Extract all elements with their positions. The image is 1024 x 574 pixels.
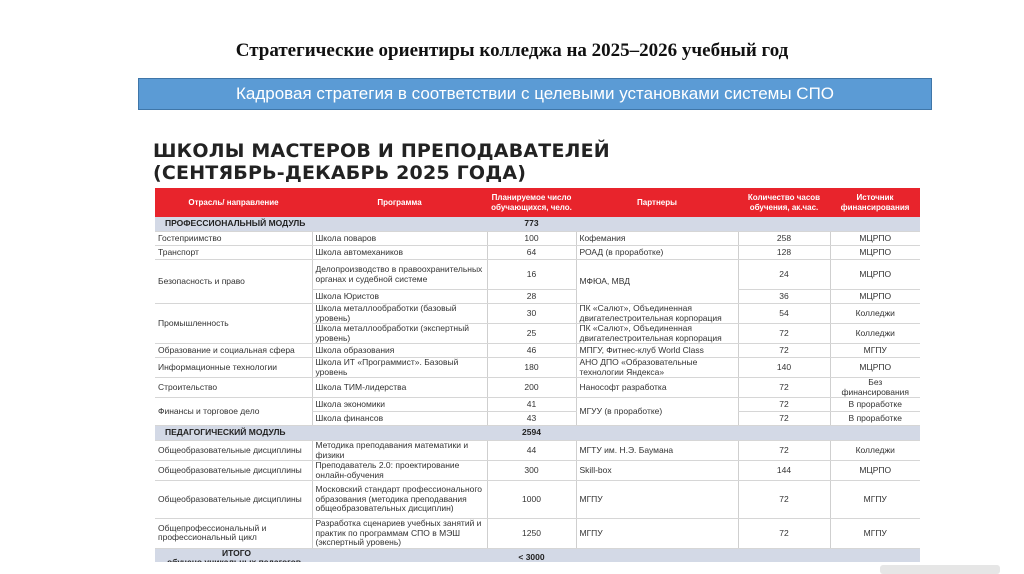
cell-sector: Общеобразовательные дисциплины bbox=[155, 441, 312, 461]
cell-planned: 100 bbox=[487, 232, 576, 246]
cell-planned: 300 bbox=[487, 461, 576, 481]
cell-planned: 180 bbox=[487, 358, 576, 378]
cell-funding: В проработке bbox=[830, 412, 920, 426]
cell-sector: Промышленность bbox=[155, 304, 312, 344]
cell-sector: Общепрофессиональный и профессиональный цикл bbox=[155, 519, 312, 549]
cell-program: Разработка сценариев учебных занятий и практик по программам СПО в МЭШ (экспертный уровень) bbox=[312, 519, 487, 549]
section-label: ПРОФЕССИОНАЛЬНЫЙ МОДУЛЬ bbox=[155, 217, 487, 232]
cell-partners: МГПУ bbox=[576, 481, 738, 519]
cell-hours: 72 bbox=[738, 481, 830, 519]
table-row bbox=[155, 260, 920, 290]
section-total: 2594 bbox=[487, 426, 576, 441]
cell-funding: МЦРПО bbox=[830, 290, 920, 304]
total-value: < 3000 bbox=[487, 548, 576, 568]
section-row-professional bbox=[155, 217, 920, 232]
cell-planned: 44 bbox=[487, 441, 576, 461]
page-heading bbox=[153, 140, 610, 184]
cell-partners: МГУУ (в проработке) bbox=[576, 398, 738, 426]
cell-sector: Финансы и торговое дело bbox=[155, 398, 312, 426]
cell-program: Школа ТИМ-лидерства bbox=[312, 378, 487, 398]
table-row bbox=[155, 344, 920, 358]
cell-sector: Строительство bbox=[155, 378, 312, 398]
cell-hours: 144 bbox=[738, 461, 830, 481]
heading-line-2: (СЕНТЯБРЬ-ДЕКАБРЬ 2025 ГОДА) bbox=[153, 162, 527, 184]
cell-partners: ПК «Салют», Объединенная двигателестроительная корпорация bbox=[576, 324, 738, 344]
cell-sector: Общеобразовательные дисциплины bbox=[155, 461, 312, 481]
table-header-row bbox=[155, 188, 920, 217]
cell-sector: Информационные технологии bbox=[155, 358, 312, 378]
cell-hours: 140 bbox=[738, 358, 830, 378]
cell-funding: МЦРПО bbox=[830, 232, 920, 246]
cell-planned: 28 bbox=[487, 290, 576, 304]
cell-partners: МГТУ им. Н.Э. Баумана bbox=[576, 441, 738, 461]
cell-sector: Гостеприимство bbox=[155, 232, 312, 246]
section-row-pedagogical bbox=[155, 426, 920, 441]
table-row bbox=[155, 398, 920, 412]
slide-nav-hint bbox=[880, 565, 1000, 574]
cell-hours: 72 bbox=[738, 378, 830, 398]
table-row bbox=[155, 378, 920, 398]
col-header-hours: Количество часов обучения, ак.час. bbox=[738, 188, 830, 217]
cell-planned: 30 bbox=[487, 304, 576, 324]
col-header-funding: Источник финансирования bbox=[830, 188, 920, 217]
col-header-sector: Отрасль/ направление bbox=[155, 188, 312, 217]
cell-program: Делопроизводство в правоохранительных органах и судебной системе bbox=[312, 260, 487, 290]
cell-partners: МПГУ, Фитнес-клуб World Class bbox=[576, 344, 738, 358]
cell-program: Школа ИТ «Программист». Базовый уровень bbox=[312, 358, 487, 378]
cell-funding: МГПУ bbox=[830, 481, 920, 519]
cell-funding: МЦРПО bbox=[830, 461, 920, 481]
cell-program: Методика преподавания математики и физики bbox=[312, 441, 487, 461]
cell-partners: МФЮА, МВД bbox=[576, 260, 738, 304]
cell-program: Школа металлообработки (базовый уровень) bbox=[312, 304, 487, 324]
cell-funding: Без финансирования bbox=[830, 378, 920, 398]
total-label-line-1: ИТОГО bbox=[222, 547, 252, 558]
cell-sector: Общеобразовательные дисциплины bbox=[155, 481, 312, 519]
cell-funding: Колледжи bbox=[830, 441, 920, 461]
col-header-program: Программа bbox=[312, 188, 487, 217]
cell-planned: 1000 bbox=[487, 481, 576, 519]
cell-planned: 41 bbox=[487, 398, 576, 412]
cell-partners: АНО ДПО «Образовательные технологии Яндекса» bbox=[576, 358, 738, 378]
cell-hours: 258 bbox=[738, 232, 830, 246]
cell-hours: 72 bbox=[738, 441, 830, 461]
section-banner: Кадровая стратегия в соответствии с целевыми установками системы СПО bbox=[138, 78, 932, 110]
cell-hours: 72 bbox=[738, 519, 830, 549]
cell-program: Школа поваров bbox=[312, 232, 487, 246]
table-row bbox=[155, 461, 920, 481]
heading-line-1: ШКОЛЫ МАСТЕРОВ И ПРЕПОДАВАТЕЛЕЙ bbox=[153, 140, 610, 162]
section-label: ПЕДАГОГИЧЕСКИЙ МОДУЛЬ bbox=[155, 426, 487, 441]
cell-partners: Кофемания bbox=[576, 232, 738, 246]
table-row bbox=[155, 481, 920, 519]
cell-planned: 200 bbox=[487, 378, 576, 398]
cell-hours: 72 bbox=[738, 324, 830, 344]
col-header-partners: Партнеры bbox=[576, 188, 738, 217]
cell-hours: 36 bbox=[738, 290, 830, 304]
cell-sector: Безопасность и право bbox=[155, 260, 312, 304]
cell-program: Школа Юристов bbox=[312, 290, 487, 304]
slide-title: Стратегические ориентиры колледжа на 2025–2026 учебный год bbox=[235, 40, 789, 61]
cell-program: Школа экономики bbox=[312, 398, 487, 412]
table-row bbox=[155, 441, 920, 461]
cell-program: Школа финансов bbox=[312, 412, 487, 426]
table-row bbox=[155, 358, 920, 378]
cell-hours: 54 bbox=[738, 304, 830, 324]
table-row bbox=[155, 232, 920, 246]
table-row bbox=[155, 246, 920, 260]
slide-footer bbox=[0, 562, 1024, 574]
cell-sector: Образование и социальная сфера bbox=[155, 344, 312, 358]
section-total: 773 bbox=[487, 217, 576, 232]
cell-hours: 128 bbox=[738, 246, 830, 260]
cell-planned: 25 bbox=[487, 324, 576, 344]
cell-funding: Колледжи bbox=[830, 324, 920, 344]
cell-program: Школа автомехаников bbox=[312, 246, 487, 260]
col-header-planned: Планируемое число обучающихся, чело. bbox=[487, 188, 576, 217]
cell-funding: МЦРПО bbox=[830, 246, 920, 260]
cell-planned: 16 bbox=[487, 260, 576, 290]
cell-partners: Нанософт разработка bbox=[576, 378, 738, 398]
cell-hours: 72 bbox=[738, 344, 830, 358]
cell-partners: МГПУ bbox=[576, 519, 738, 549]
cell-funding: МЦРПО bbox=[830, 260, 920, 290]
cell-planned: 1250 bbox=[487, 519, 576, 549]
cell-sector: Транспорт bbox=[155, 246, 312, 260]
cell-planned: 43 bbox=[487, 412, 576, 426]
cell-program: Преподаватель 2.0: проектирование онлайн-обучения bbox=[312, 461, 487, 481]
cell-hours: 24 bbox=[738, 260, 830, 290]
cell-planned: 46 bbox=[487, 344, 576, 358]
cell-hours: 72 bbox=[738, 398, 830, 412]
cell-hours: 72 bbox=[738, 412, 830, 426]
cell-funding: МГПУ bbox=[830, 519, 920, 549]
cell-planned: 64 bbox=[487, 246, 576, 260]
cell-funding: В проработке bbox=[830, 398, 920, 412]
table-row bbox=[155, 304, 920, 324]
schools-table bbox=[155, 188, 920, 569]
cell-partners: Skill-box bbox=[576, 461, 738, 481]
cell-partners: ПК «Салют», Объединенная двигателестроительная корпорация bbox=[576, 304, 738, 324]
table-row bbox=[155, 519, 920, 549]
cell-program: Школа металлообработки (экспертный уровень) bbox=[312, 324, 487, 344]
cell-program: Школа образования bbox=[312, 344, 487, 358]
cell-funding: МГПУ bbox=[830, 344, 920, 358]
cell-program: Московский стандарт профессионального образования (методика преподавания общеобразовательных дисциплин) bbox=[312, 481, 487, 519]
cell-partners: РОАД (в проработке) bbox=[576, 246, 738, 260]
cell-funding: МЦРПО bbox=[830, 358, 920, 378]
cell-funding: Колледжи bbox=[830, 304, 920, 324]
